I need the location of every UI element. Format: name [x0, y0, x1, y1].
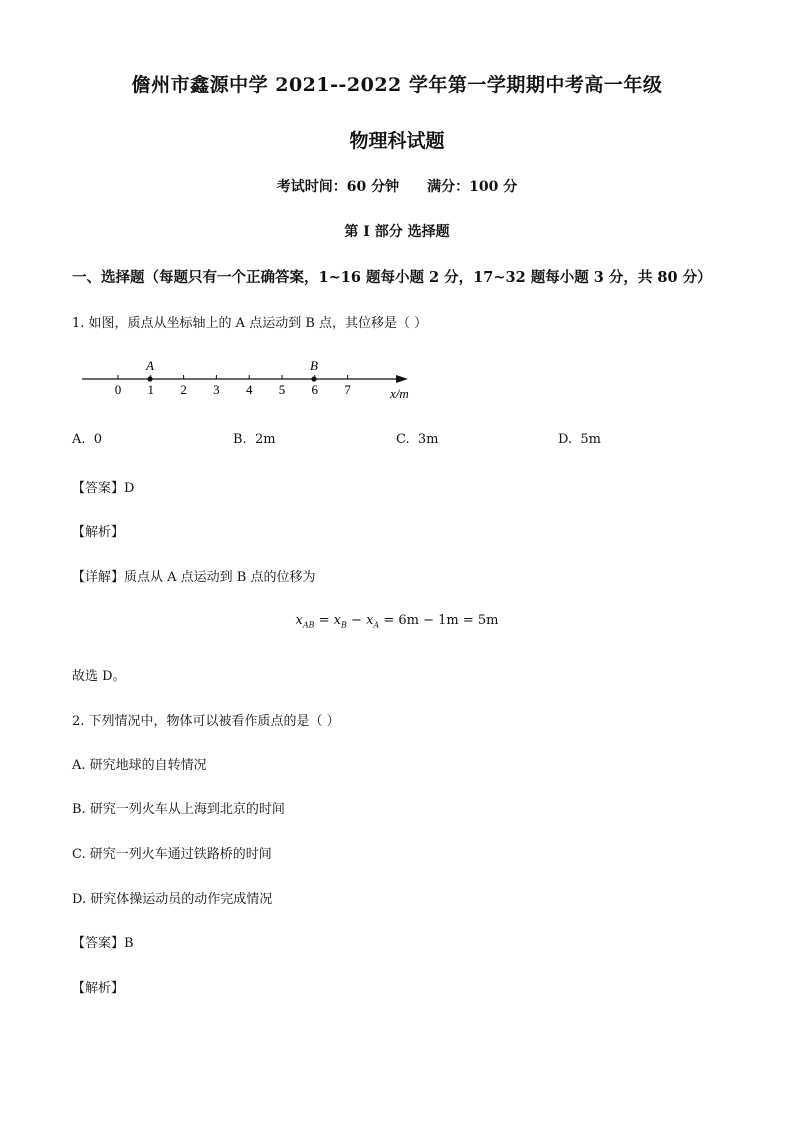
axis-unit-label: x/m	[390, 386, 409, 401]
q2-option-a: A. 研究地球的自转情况	[72, 758, 207, 773]
part-title: 第 I 部分 选择题	[344, 224, 450, 240]
answer-value: B	[124, 936, 134, 951]
detail-tag: 【详解】	[72, 570, 125, 585]
exam-time: 考试时间：60 分钟	[276, 179, 400, 195]
q2-analysis-tag: 【解析】	[72, 981, 125, 996]
axis-arrow-icon	[396, 375, 408, 383]
q1-choice-b: B. 2m	[233, 432, 276, 447]
q1-number-line-figure	[78, 356, 418, 406]
section-title: 一、选择题（每题只有一个正确答案，1~16 题每小题 2 分，17~32 题每小题 3 分，共 80 分）	[72, 269, 712, 286]
exam-subject-title: 物理科试题	[349, 130, 445, 152]
point-b-dot	[311, 376, 316, 381]
q2-stem: 2. 下列情况中，物体可以被看作质点的是（ ）	[72, 714, 340, 729]
axis-tick-label: 6	[311, 382, 319, 397]
q1-stem: 1. 如图，质点从坐标轴上的 A 点运动到 B 点，其位移是（ ）	[72, 316, 428, 331]
axis-tick-label: 5	[278, 382, 286, 397]
q2-option-b: B. 研究一列火车从上海到北京的时间	[72, 802, 285, 817]
answer-tag: 【答案】	[72, 481, 125, 496]
q1-choice-c: C. 3m	[396, 432, 439, 447]
answer-value: D	[124, 481, 135, 496]
axis-tick-label: 4	[245, 382, 253, 397]
point-a-dot	[147, 376, 152, 381]
q1-detail	[72, 566, 316, 585]
exam-full-score: 满分：100 分	[427, 179, 518, 195]
q1-answer	[72, 477, 134, 496]
q2-answer	[72, 932, 134, 951]
q2-option-c: C. 研究一列火车通过铁路桥的时间	[72, 847, 272, 862]
point-b-label: B	[310, 358, 318, 373]
q1-choice-d: D. 5m	[558, 432, 601, 447]
axis-tick-label: 7	[344, 382, 351, 397]
point-a-label: A	[146, 358, 154, 373]
answer-tag: 【答案】	[72, 936, 125, 951]
axis-tick-label: 1	[147, 382, 155, 397]
axis-tick-label: 0	[114, 382, 122, 397]
axis-tick-label: 3	[213, 382, 220, 397]
exam-info	[0, 176, 794, 196]
exam-title: 儋州市鑫源中学 2021--2022 学年第一学期期中考高一年级	[131, 74, 663, 96]
q2-option-d: D. 研究体操运动员的动作完成情况	[72, 892, 273, 907]
q1-analysis-tag: 【解析】	[72, 525, 125, 540]
q1-choice-a: A. 0	[72, 432, 103, 447]
q1-conclusion: 故选 D。	[72, 669, 126, 684]
detail-text: 质点从 A 点运动到 B 点的位移为	[124, 570, 316, 585]
q1-formula: $x_{AB} = x_B - x_A = 6m - 1m = 5m$	[295, 613, 499, 630]
axis-tick-label: 2	[180, 382, 187, 397]
